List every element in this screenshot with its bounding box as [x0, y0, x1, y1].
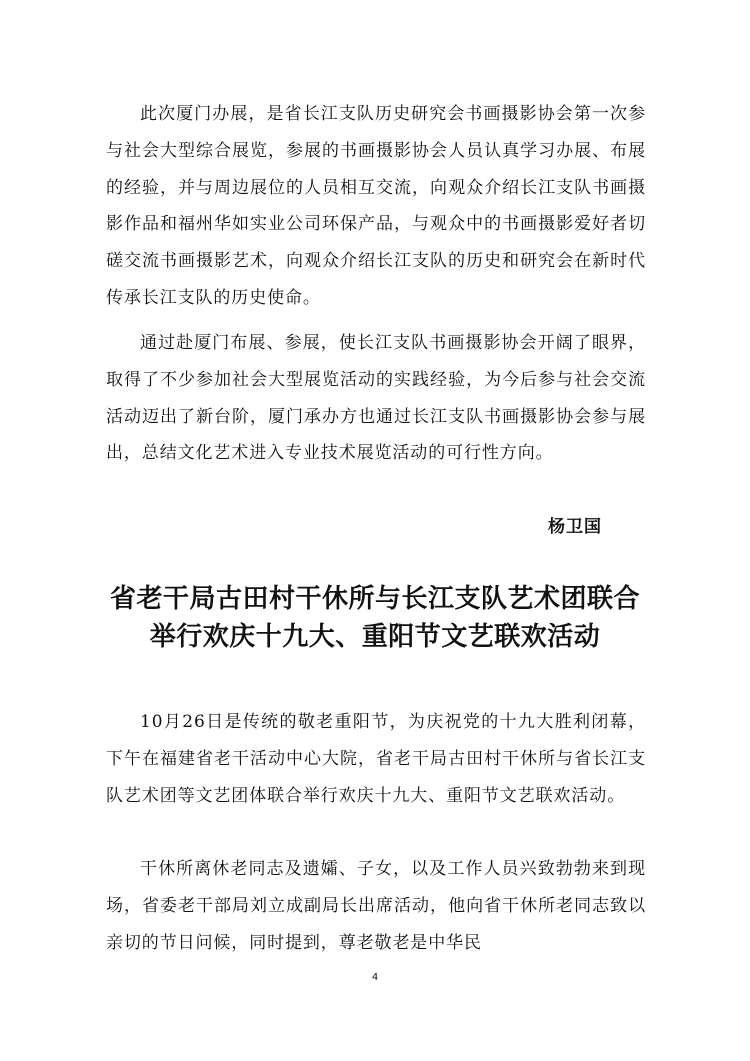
page-number: 4 — [371, 972, 379, 983]
article2-paragraph-2: 干休所离休老同志及遗孀、子女，以及工作人员兴致勃勃来到现场，省委老干部局刘立成副局长出席活动，他向省干休所老同志致以亲切的节日问候，同时提到，尊老敬老是中华民 — [106, 859, 646, 953]
article2-title — [90, 580, 660, 656]
article2-paragraph-1: 10月26日是传统的敬老重阳节，为庆祝党的十九大胜利闭幕，下午在福建省老干活动中心大院，省老干局古田村干休所与省长江支队艺术团等文艺团体联合举行欢庆十九大、重阳节文艺联欢活动。 — [106, 712, 646, 806]
article2-title-line-2: 举行欢庆十九大、重阳节文艺联欢活动 — [149, 622, 601, 652]
article1-paragraph-2: 通过赴厦门布展、参展，使长江支队书画摄影协会开阔了眼界，取得了不少参加社会大型展览活动的实践经验，为今后参与社会交流活动迈出了新台阶，厦门承办方也通过长江支队书画摄影协会参与展出，总结文化艺术进入专业技术展览活动的可行性方向。 — [106, 333, 646, 464]
article1-paragraph-1: 此次厦门办展，是省长江支队历史研究会书画摄影协会第一次参与社会大型综合展览，参展的书画摄影协会人员认真学习办展、布展的经验，并与周边展位的人员相互交流，向观众介绍长江支队书画摄影作品和福州华如实业公司环保产品，与观众中的书画摄影爱好者切磋交流书画摄影艺术，向观众介绍长江支队的历史和研究会在新时代传承长江支队的历史使命。 — [106, 104, 646, 308]
article1-author: 杨卫国 — [548, 517, 602, 537]
article2-title-line-1: 省老干局古田村干休所与长江支队艺术团联合 — [109, 584, 640, 614]
